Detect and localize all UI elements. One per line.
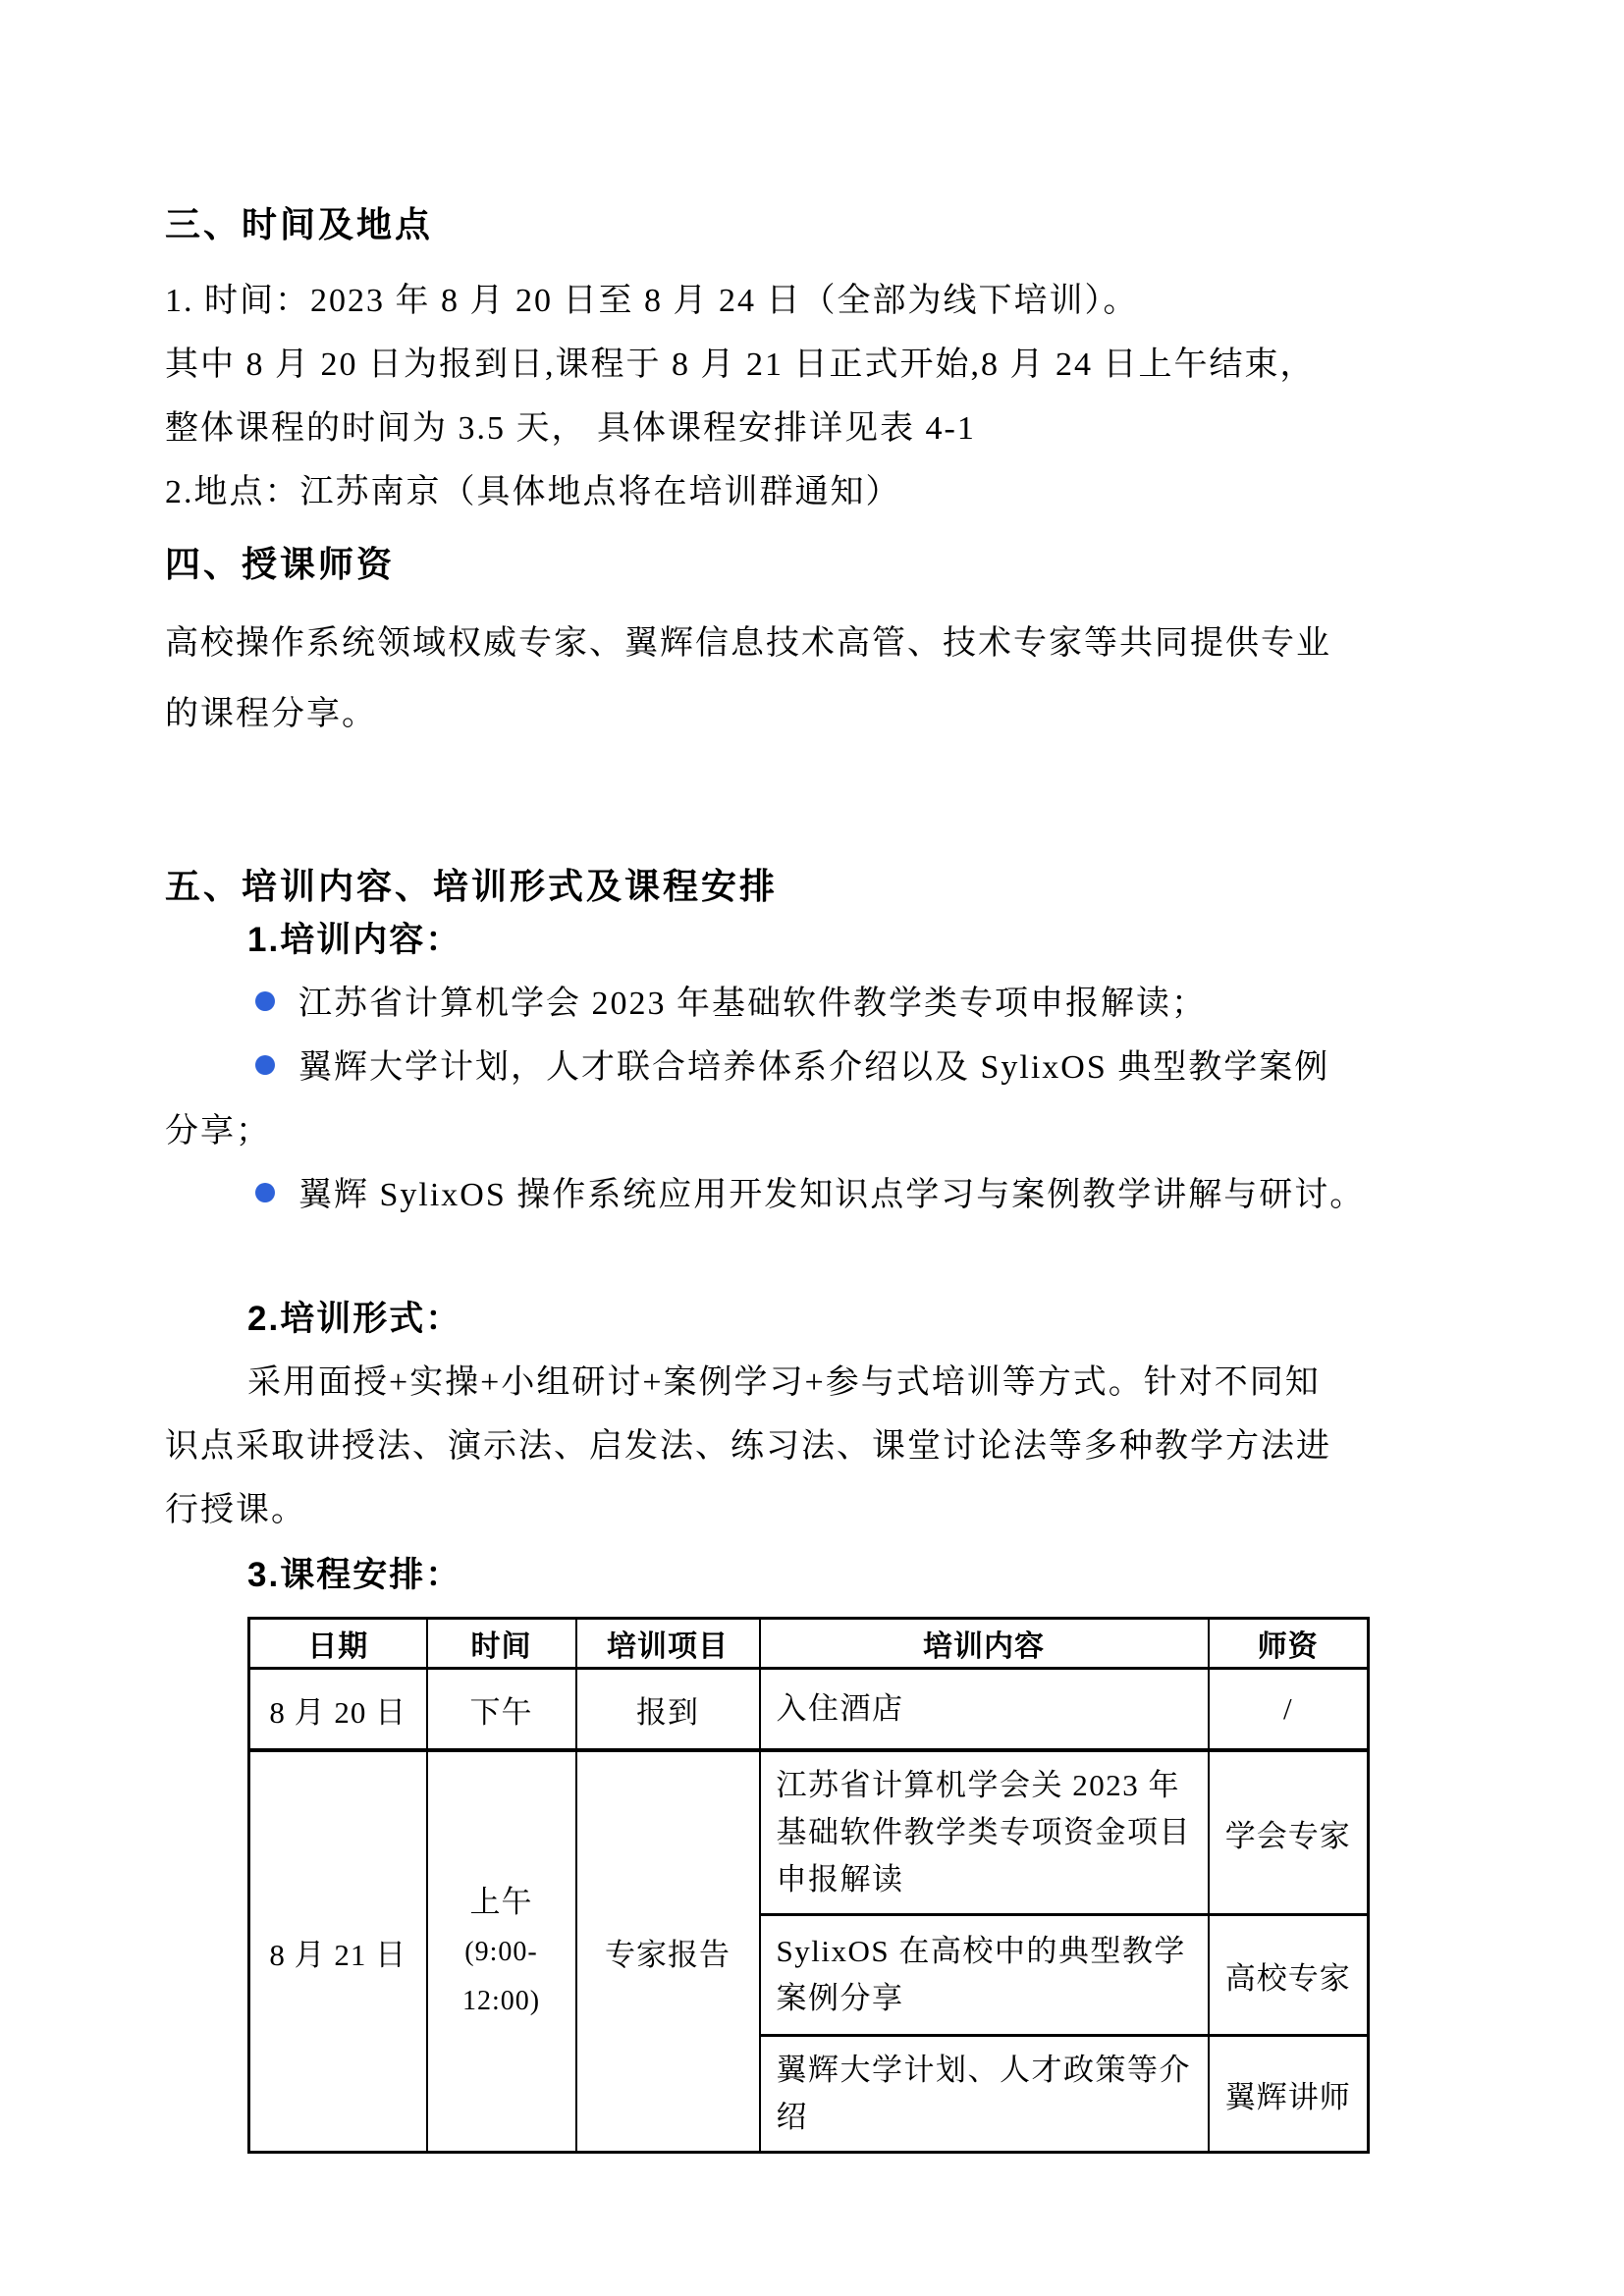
row2-time-line2: (9:00- [464,1937,538,1967]
section3-line4: 2.地点：江苏南京（具体地点将在培训群通知） [165,474,901,510]
row1-date: 8 月 20 日 [249,1669,427,1751]
course-schedule-table [247,1617,1370,2154]
row2-time [427,1750,576,2153]
bullet-icon [255,1055,275,1075]
section3-line3: 整体课程的时间为 3.5 天， 具体课程安排详见表 4-1 [165,410,976,447]
row1-teacher: / [1209,1669,1369,1751]
section4-line2: 的课程分享。 [165,696,377,732]
row2-item3-content: 翼辉大学计划、人才政策等介绍 [760,2036,1209,2153]
row2-item1-teacher: 学会专家 [1209,1750,1369,1915]
bullet-icon [255,1183,275,1202]
table-row [249,1669,1369,1751]
section3-heading: 三、时间及地点 [165,204,434,244]
row2-item2-teacher: 高校专家 [1209,1915,1369,2036]
header-teacher: 师资 [1209,1619,1369,1669]
bullet-icon [255,991,275,1011]
row2-time-line1: 上午 [469,1885,533,1919]
row2-time-line3: 12:00) [461,1986,541,2016]
header-date: 日期 [249,1619,427,1669]
bullet-item-3 [165,1163,1459,1227]
section-faculty [165,542,1459,750]
format-line1: 采用面授+实操+小组研讨+案例学习+参与式培训等方式。针对不同知 [247,1364,1321,1401]
row1-project: 报到 [576,1669,760,1751]
header-project: 培训项目 [576,1619,760,1669]
header-content: 培训内容 [760,1619,1209,1669]
schedule-subheading: 3.课程安排： [247,1556,462,1594]
header-time: 时间 [427,1619,576,1669]
training-format-subheading: 2.培训形式： [247,1300,462,1338]
bullet-item-2-text: 翼辉大学计划，人才联合培养体系介绍以及 SylixOS 典型教学案例 [298,1049,1330,1086]
section5-heading: 五、培训内容、培训形式及课程安排 [165,866,779,906]
section4-heading: 四、授课师资 [165,544,396,584]
bullet-item-2-continuation: 分享； [165,1113,271,1149]
section3-line1: 1. 时间：2023 年 8 月 20 日至 8 月 24 日（全部为线下培训）。 [165,283,1139,319]
bullet-item-2 [165,1036,1459,1099]
bullet-item-1-text: 江苏省计算机学会 2023 年基础软件教学类专项申报解读； [298,986,1207,1022]
row2-item3-teacher: 翼辉讲师 [1209,2036,1369,2153]
table-row [249,1750,1369,1915]
section-training [165,864,1459,2154]
format-line2: 识点采取讲授法、演示法、启发法、练习法、课堂讨论法等多种教学方法进 [165,1428,1331,1465]
table-header-row [249,1619,1369,1669]
format-line3: 行授课。 [165,1492,306,1528]
row1-content: 入住酒店 [760,1669,1209,1751]
row2-item1-content: 江苏省计算机学会关 2023 年基础软件教学类专项资金项目申报解读 [760,1750,1209,1915]
bullet-item-1 [165,972,1459,1036]
training-format-paragraph [165,1351,1459,1542]
bullet-item-3-text: 翼辉 SylixOS 操作系统应用开发知识点学习与案例教学讲解与研讨。 [298,1177,1366,1213]
training-content-subheading: 1.培训内容： [247,921,462,959]
section-time-location [165,202,1459,524]
row2-date: 8 月 21 日 [249,1750,427,2153]
row2-project: 专家报告 [576,1750,760,2153]
row2-item2-content: SylixOS 在高校中的典型教学案例分享 [760,1915,1209,2036]
row1-time: 下午 [427,1669,576,1751]
section3-line2: 其中 8 月 20 日为报到日,课程于 8 月 21 日正式开始,8 月 24 日上午结束， [165,347,1316,383]
section4-line1: 高校操作系统领域权威专家、翼辉信息技术高管、技术专家等共同提供专业 [165,625,1331,662]
page-content [165,202,1459,2154]
